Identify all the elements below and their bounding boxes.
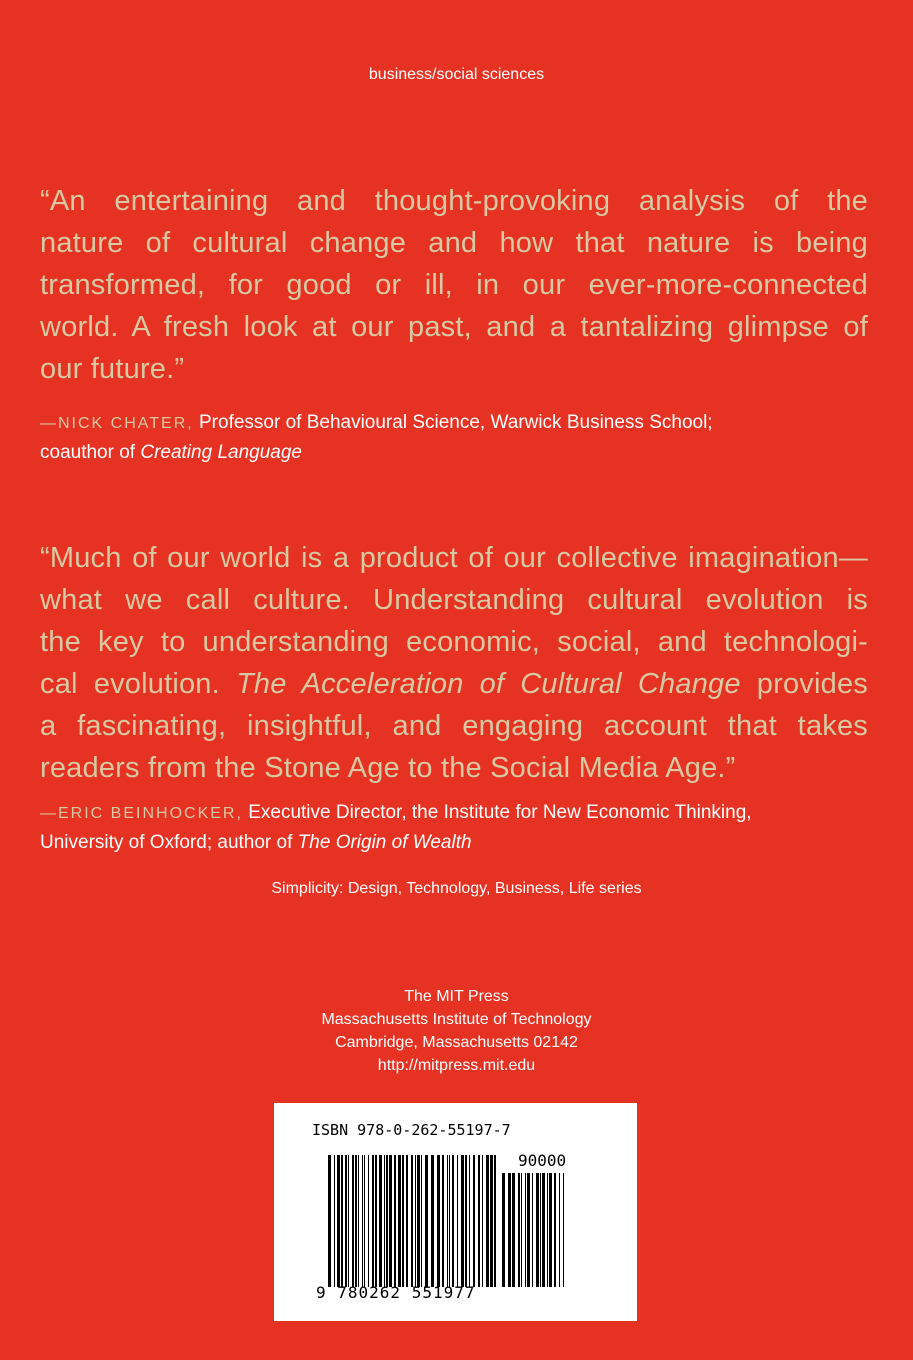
quote-line: “Much of our world is a product of our collective imagination— <box>40 542 868 574</box>
barcode-bar <box>563 1173 564 1287</box>
barcode-bar <box>542 1173 545 1287</box>
endorser-role: Executive Director, the Institute for New Economic Thinking, <box>242 802 752 823</box>
barcode-bar <box>348 1155 349 1287</box>
price-code: 90000 <box>518 1151 567 1170</box>
barcode-bar <box>502 1173 505 1287</box>
publisher-institute: Massachusetts Institute of Technology <box>321 1011 592 1028</box>
category-label: business/social sciences <box>368 66 545 83</box>
blurb-quote-2 <box>40 537 868 789</box>
barcode-bar <box>449 1155 450 1287</box>
barcode-bar <box>494 1155 496 1287</box>
publisher-address: Cambridge, Massachusetts 02142 <box>335 1034 578 1051</box>
endorser-book-title: The Origin of Wealth <box>297 832 472 853</box>
barcode-bar <box>554 1173 556 1287</box>
quote-line: transformed, for good or ill, in our ever-more-connected <box>40 269 868 301</box>
barcode-bar <box>384 1155 385 1287</box>
barcode-bar <box>411 1155 413 1287</box>
publisher-url: http://mitpress.mit.edu <box>377 1057 536 1074</box>
barcode-bar <box>518 1173 520 1287</box>
barcode-bar <box>345 1155 347 1287</box>
barcode-bar <box>469 1155 470 1287</box>
barcode-bar <box>536 1173 539 1287</box>
endorser-book-title: Creating Language <box>140 442 302 463</box>
quote-line: world. A fresh look at our past, and a tantalizing glimpse of <box>40 311 868 343</box>
endorser-name: —ERIC BEINHOCKER, <box>40 805 243 822</box>
quote-line: a fascinating, insightful, and engaging account that takes <box>40 710 868 742</box>
barcode-addon-bars-icon <box>502 1173 566 1287</box>
quote-line: what we call culture. Understanding cultural evolution is <box>40 584 868 616</box>
barcode-bar <box>415 1155 416 1287</box>
series-label: Simplicity: Design, Technology, Business, Life series <box>271 880 642 897</box>
barcode-bar <box>508 1173 511 1287</box>
barcode-bar <box>368 1155 369 1287</box>
barcode-bar <box>465 1155 467 1287</box>
endorser-credit: coauthor of <box>40 442 141 463</box>
barcode-bar <box>421 1155 422 1287</box>
quote-line: nature of cultural change and how that nature is being <box>40 227 868 259</box>
publisher-name: The MIT Press <box>404 988 509 1005</box>
barcode-bar <box>389 1155 392 1287</box>
quote-segment: cal evolution. <box>40 668 236 700</box>
barcode-digits: 9 780262 551977 <box>316 1283 476 1302</box>
barcode-bar <box>527 1173 530 1287</box>
barcode-bar <box>452 1155 454 1287</box>
quote-line: readers from the Stone Age to the Social Media Age.” <box>40 752 736 784</box>
barcode-bar <box>431 1155 434 1287</box>
quote-line: the key to understanding economic, social, and technologi- <box>40 626 868 658</box>
barcode-bar <box>540 1173 541 1287</box>
barcode-bar <box>398 1155 401 1287</box>
barcode-bar <box>437 1155 440 1287</box>
barcode-bar <box>549 1173 552 1287</box>
blurb-attribution-2 <box>40 798 880 857</box>
barcode-bar <box>341 1155 343 1287</box>
quote-segment: provides <box>740 668 868 700</box>
endorser-credit: University of Oxford; author of <box>40 832 298 853</box>
barcode-bar <box>532 1173 533 1287</box>
barcode-bar <box>328 1155 331 1287</box>
barcode-bar <box>425 1155 428 1287</box>
barcode-bar <box>512 1173 515 1287</box>
book-title: The Acceleration of Cultural Change <box>235 668 741 700</box>
barcode-bar <box>362 1155 363 1287</box>
endorser-name: —NICK CHATER, <box>40 415 194 432</box>
quote-line: our future.” <box>40 353 185 385</box>
endorser-role: Professor of Behavioural Science, Warwick Business School; <box>193 412 713 433</box>
barcode-bar <box>521 1173 522 1287</box>
isbn-barcode <box>274 1103 637 1321</box>
barcode-bar <box>394 1155 396 1287</box>
barcode-bar <box>473 1155 475 1287</box>
barcode-bar <box>406 1155 408 1287</box>
barcode-bar <box>490 1155 493 1287</box>
barcode-bar <box>372 1155 374 1287</box>
barcode-bar <box>547 1173 548 1287</box>
publisher-block <box>0 985 913 1077</box>
blurb-quote-1 <box>40 180 868 390</box>
barcode-bar <box>461 1155 464 1287</box>
barcode-bars-icon <box>328 1155 498 1287</box>
blurb-attribution-1 <box>40 408 880 467</box>
barcode-bar <box>559 1173 560 1287</box>
quote-line <box>40 663 868 705</box>
barcode-bar <box>447 1155 448 1287</box>
barcode-bar <box>402 1155 404 1287</box>
barcode-bar <box>334 1155 335 1287</box>
barcode-bar <box>337 1155 340 1287</box>
barcode-bar <box>478 1155 480 1287</box>
barcode-bar <box>352 1155 354 1287</box>
quote-line: “An entertaining and thought-provoking analysis of the <box>40 185 868 217</box>
barcode-bar <box>457 1155 458 1287</box>
barcode-bar <box>442 1155 444 1287</box>
barcode-bar <box>386 1155 388 1287</box>
barcode-bar <box>525 1173 526 1287</box>
barcode-bar <box>417 1155 420 1287</box>
barcode-bar <box>355 1155 357 1287</box>
barcode-bar <box>364 1155 365 1287</box>
barcode-bar <box>482 1155 483 1287</box>
barcode-bar <box>358 1155 359 1287</box>
barcode-bar <box>375 1155 377 1287</box>
barcode-bar <box>379 1155 382 1287</box>
isbn-label: ISBN 978-0-262-55197-7 <box>312 1121 511 1139</box>
barcode-bar <box>486 1155 489 1287</box>
